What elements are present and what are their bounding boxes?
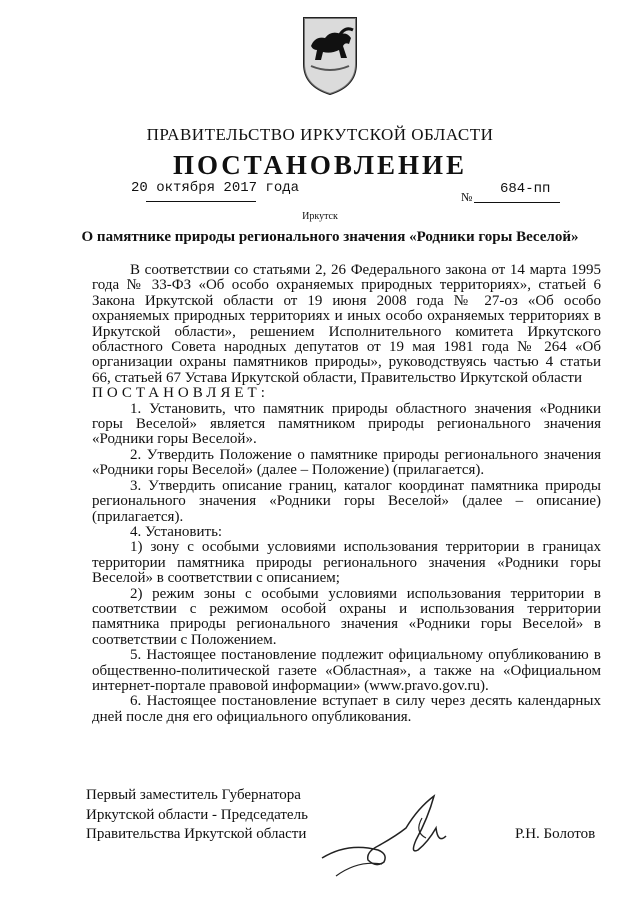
resolves-heading: ПОСТАНОВЛЯЕТ: [92,385,269,402]
signatory-position [86,786,308,845]
item-5: 5. Настоящее постановление подлежит официальному опубликованию в общественно-политической газете «Областная», а также на «Официальном интернет-портале правовой информации» (www.pravo.gov.ru). [92,647,601,694]
item-4-1: 1) зону с особыми условиями использования территории в границах территории памятника природы регионального значения «Родники горы Веселой» в соответствии с описанием; [92,539,601,587]
document-title: О памятнике природы регионального значения «Родники горы Веселой» [81,229,579,245]
number-underline [474,202,560,203]
government-name: ПРАВИТЕЛЬСТВО ИРКУТСКОЙ ОБЛАСТИ [146,125,494,144]
item-2: 2. Утвердить Положение о памятнике природы регионального значения «Родники горы Веселой» (далее – Положение) (прилагается). [92,446,601,479]
handwritten-signature-icon [318,788,458,884]
item-3: 3. Утвердить описание границ, каталог координат памятника природы регионального значения «Родники горы Веселой» (далее – описание) (прилагается). [92,477,601,525]
document-date: 20 октября 2017 года [131,180,300,196]
position-line-1: Первый заместитель Губернатора [86,787,301,803]
signatory-name: Р.Н. Болотов [515,826,596,842]
coat-of-arms-icon [301,14,359,96]
date-underline [146,201,256,202]
position-line-2: Иркутской области - Председатель [86,806,308,823]
document-number: 684-пп [500,181,551,197]
item-4: 4. Установить: [130,523,223,540]
document-body [92,263,601,725]
city-name: Иркутск [302,211,338,222]
number-label: № [461,190,473,204]
item-6: 6. Настоящее постановление вступает в силу через десять календарных дней после дня его официального опубликования. [92,693,601,725]
position-line-3: Правительства Иркутской области [86,826,307,842]
preamble-paragraph: В соответствии со статьями 2, 26 Федерального закона от 14 марта 1995 года № 33-ФЗ «Об особо охраняемых природных территориях», статьей 6 Закона Иркутской области от 19 июня 2008 года № 27-оз «Об особо охраняемых природных территориях и иных особо охраняемых территориях в Иркутской области», решением Исполнительного комитета Иркутского областного Совета народных депутатов от 19 мая 1981 года № 264 «Об организации охраны памятников природы», руководствуясь частью 4 статьи 66, статьей 67 Устава Иркутской области, Правительство Иркутской области [92,262,601,386]
document-type: ПОСТАНОВЛЕНИЕ [172,150,468,180]
item-4-2: 2) режим зоны с особыми условиями использования территории в соответствии с режимом особой охраны и использования территории памятника природы регионального значения «Родники горы Веселой» в соответствии с Положением. [92,585,601,648]
item-1: 1. Установить, что памятник природы областного значения «Родники горы Веселой» является памятником природы регионального значения «Родники горы Веселой». [92,400,601,448]
